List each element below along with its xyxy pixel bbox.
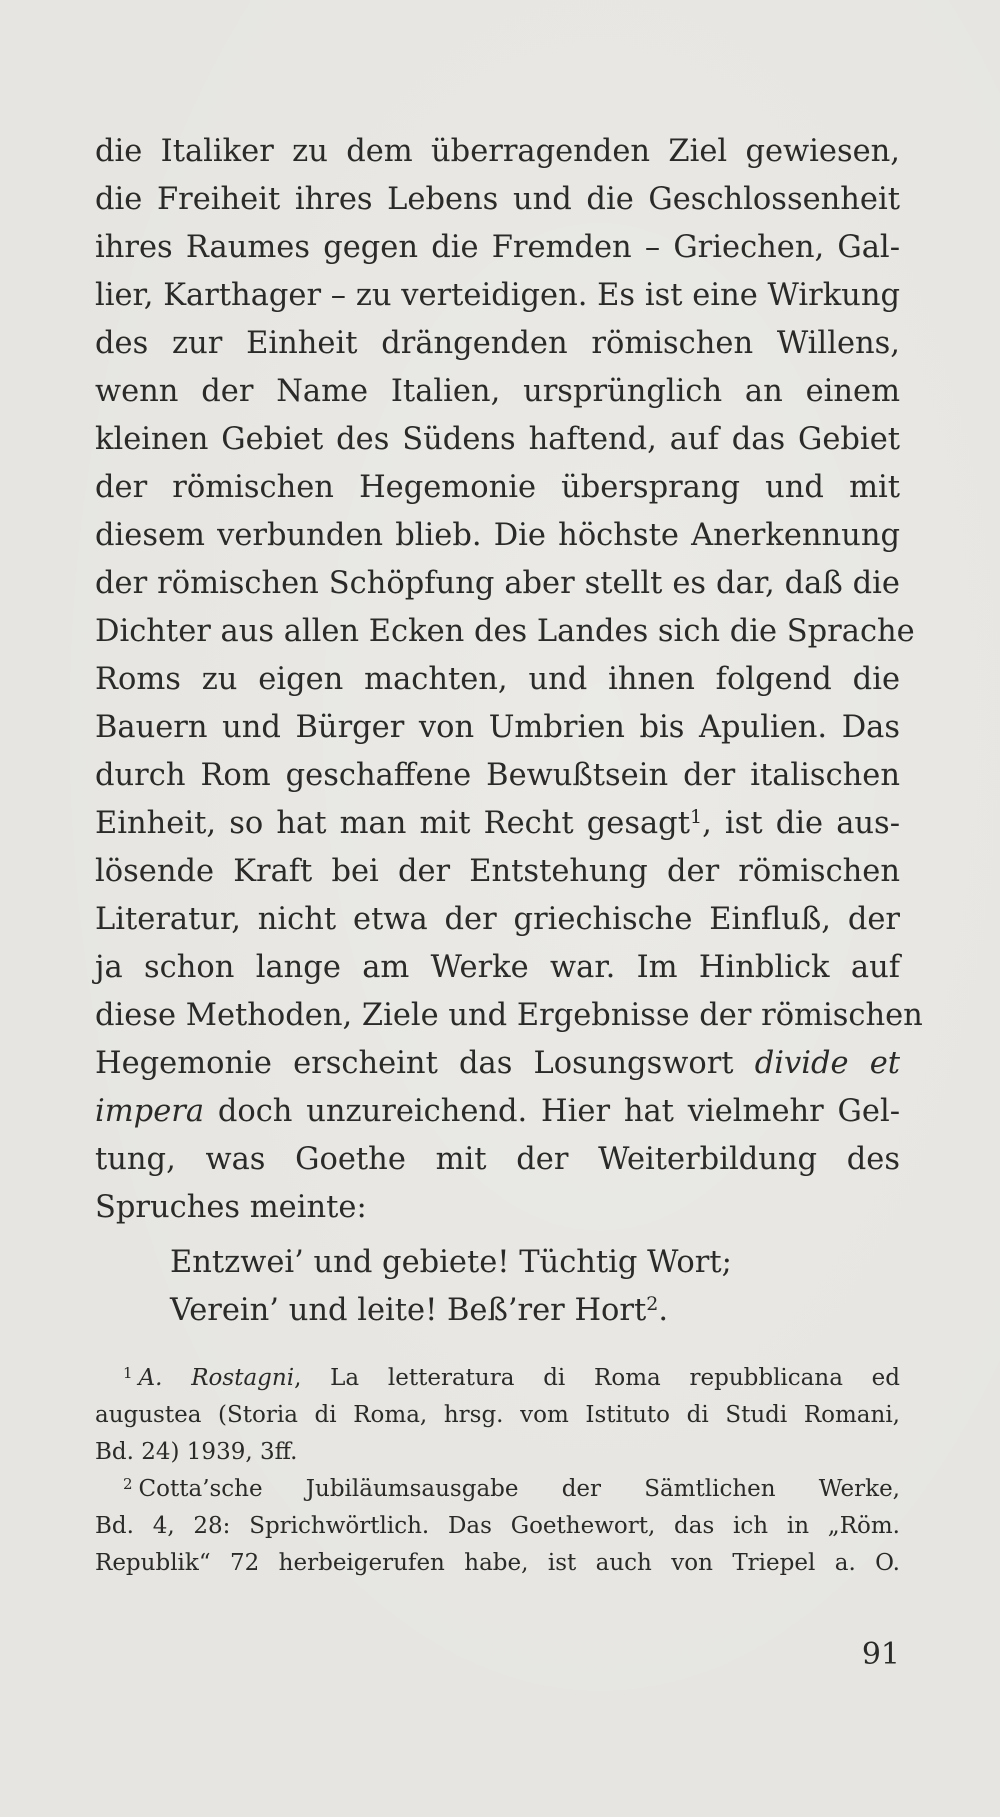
text-line: der römischen Schöpfung aber stellt es dar, daß die bbox=[95, 566, 900, 601]
text-line bbox=[95, 1040, 900, 1088]
text-line: Literatur, nicht etwa der griechische Einfluß, der bbox=[95, 902, 900, 937]
footnote-2-line: Bd. 4, 28: Sprichwörtlich. Das Goethewort, das ich in „Röm. bbox=[95, 1513, 900, 1539]
text-line: kleinen Gebiet des Südens haftend, auf das Gebiet bbox=[95, 422, 900, 457]
text-line: die Freiheit ihres Lebens und die Geschlossenheit bbox=[95, 182, 900, 217]
text-segment: Cotta’sche Jubiläumsausgabe der Sämtlichen Werke, bbox=[138, 1476, 900, 1502]
text-line: der römischen Hegemonie übersprang und mit bbox=[95, 470, 900, 505]
text-line: lösende Kraft bei der Entstehung der römischen bbox=[95, 854, 900, 889]
footnote-2-line: Republik“ 72 herbeigerufen habe, ist auch von Triepel a. O. bbox=[95, 1550, 900, 1576]
text-line: durch Rom geschaffene Bewußtsein der italischen bbox=[95, 758, 900, 793]
text-line: diese Methoden, Ziele und Ergebnisse der römischen bbox=[95, 998, 923, 1033]
page-number: 91 bbox=[861, 1637, 900, 1672]
text-line: wenn der Name Italien, ursprünglich an einem bbox=[95, 374, 900, 409]
footnote-2-line bbox=[95, 1471, 900, 1508]
text-line: Dichter aus allen Ecken des Landes sich die Sprache bbox=[95, 614, 915, 649]
text-line: Roms zu eigen machten, und ihnen folgend die bbox=[95, 662, 900, 697]
text-line: Bauern und Bürger von Umbrien bis Apulien. Das bbox=[95, 710, 900, 745]
text-line: Spruches meinte: bbox=[95, 1190, 367, 1225]
text-line: diesem verbunden blieb. Die höchste Anerkennung bbox=[95, 518, 900, 553]
italic-phrase: divide et bbox=[754, 1046, 901, 1081]
footnote-mark-2: 2 bbox=[123, 1475, 133, 1493]
italic-phrase: impera bbox=[95, 1094, 205, 1129]
text-line bbox=[95, 800, 900, 848]
text-segment: , La letteratura di Roma repubblicana ed bbox=[294, 1365, 901, 1391]
text-segment: Hegemonie erscheint das Losungswort bbox=[95, 1046, 755, 1081]
verse-quote bbox=[170, 1239, 870, 1335]
text-line: des zur Einheit drängenden römischen Willens, bbox=[95, 326, 900, 361]
text-segment: , ist die aus- bbox=[702, 806, 900, 841]
footnote-1-line: Bd. 24) 1939, 3ff. bbox=[95, 1439, 298, 1465]
verse-line: Entzwei’ und gebiete! Tüchtig Wort; bbox=[170, 1245, 732, 1280]
footnote-ref-2[interactable]: 2 bbox=[646, 1293, 659, 1315]
footnote-author: A. Rostagni bbox=[138, 1365, 295, 1391]
verse-line bbox=[170, 1287, 870, 1335]
text-line: ihres Raumes gegen die Fremden – Griechen, Gal- bbox=[95, 230, 900, 265]
text-segment: Einheit, so hat man mit Recht gesagt bbox=[95, 806, 690, 841]
footnote-mark-1: 1 bbox=[123, 1364, 133, 1382]
text-line: ja schon lange am Werke war. Im Hinblick auf bbox=[95, 950, 900, 985]
text-line bbox=[95, 1088, 900, 1136]
text-line: die Italiker zu dem überragenden Ziel gewiesen, bbox=[95, 134, 900, 169]
text-segment: doch unzureichend. Hier hat vielmehr Gel- bbox=[204, 1094, 900, 1129]
text-line: tung, was Goethe mit der Weiterbildung des bbox=[95, 1142, 900, 1177]
text-line: lier, Karthager – zu verteidigen. Es ist eine Wirkung bbox=[95, 278, 900, 313]
text-segment: Verein’ und leite! Beß’rer Hort bbox=[170, 1293, 647, 1328]
footnotes bbox=[95, 1360, 900, 1582]
footnote-1-line bbox=[95, 1360, 900, 1397]
text-segment: . bbox=[658, 1293, 669, 1328]
footnote-ref-1[interactable]: 1 bbox=[689, 806, 703, 828]
main-text bbox=[95, 128, 923, 1232]
footnote-1-line: augustea (Storia di Roma, hrsg. vom Istituto di Studi Romani, bbox=[95, 1402, 900, 1428]
